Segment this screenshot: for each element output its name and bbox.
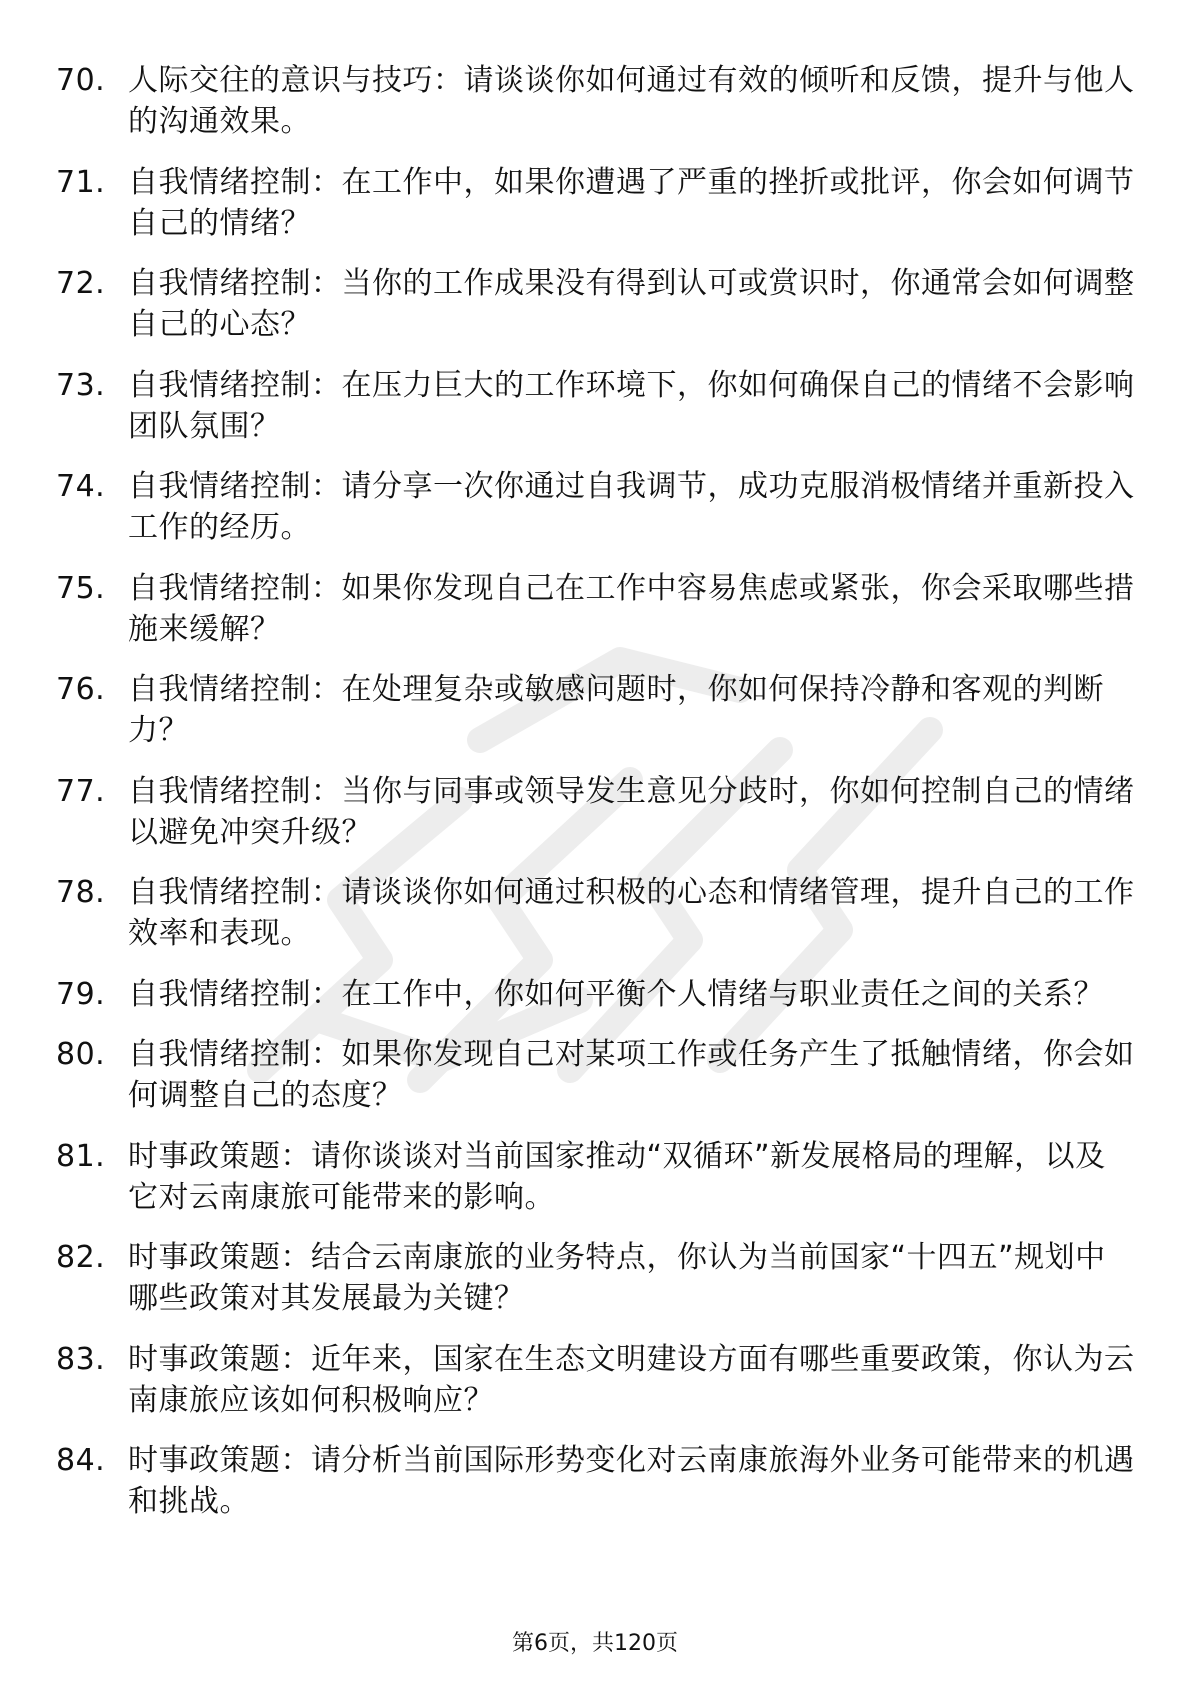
question-item	[56, 1440, 1136, 1522]
question-text: 自我情绪控制：在处理复杂或敏感问题时，你如何保持冷静和客观的判断力？	[128, 672, 1104, 748]
question-number: 76.	[56, 672, 106, 707]
question-number: 78.	[56, 875, 106, 910]
question-text: 时事政策题：近年来，国家在生态文明建设方面有哪些重要政策，你认为云南康旅应该如何积极响应？	[128, 1341, 1135, 1418]
question-number: 75.	[56, 570, 106, 606]
question-number: 83.	[56, 1341, 106, 1377]
question-item	[56, 1136, 1136, 1218]
question-number: 71.	[56, 164, 106, 200]
question-number: 73.	[56, 367, 106, 403]
question-text: 时事政策题：请你谈谈对当前国家推动“双循环”新发展格局的理解，以及它对云南康旅可能带来的影响。	[128, 1138, 1106, 1215]
question-item	[56, 1339, 1136, 1421]
question-item	[56, 60, 1136, 142]
question-item	[56, 162, 1136, 244]
question-item	[56, 974, 1136, 1015]
question-item	[56, 466, 1136, 548]
question-text: 自我情绪控制：请分享一次你通过自我调节，成功克服消极情绪并重新投入工作的经历。	[128, 469, 1135, 545]
question-number: 82.	[56, 1240, 106, 1275]
question-text: 自我情绪控制：请谈谈你如何通过积极的心态和情绪管理，提升自己的工作效率和表现。	[128, 875, 1135, 951]
question-text: 自我情绪控制：如果你发现自己对某项工作或任务产生了抵触情绪，你会如何调整自己的态度？	[128, 1037, 1135, 1113]
question-number: 77.	[56, 773, 106, 809]
question-number: 81.	[56, 1138, 106, 1174]
question-item	[56, 1034, 1136, 1116]
question-text: 自我情绪控制：在压力巨大的工作环境下，你如何确保自己的情绪不会影响团队氛围？	[128, 367, 1135, 444]
question-number: 80.	[56, 1037, 106, 1072]
question-item	[56, 669, 1136, 751]
question-text: 自我情绪控制：在工作中，如果你遭遇了严重的挫折或批评，你会如何调节自己的情绪？	[128, 164, 1135, 241]
question-text: 人际交往的意识与技巧：请谈谈你如何通过有效的倾听和反馈，提升与他人的沟通效果。	[128, 63, 1135, 139]
question-list	[56, 60, 1136, 1542]
question-item	[56, 263, 1136, 345]
question-number: 79.	[56, 976, 106, 1012]
question-item	[56, 872, 1136, 954]
question-text: 自我情绪控制：当你的工作成果没有得到认可或赏识时，你通常会如何调整自己的心态？	[128, 266, 1135, 342]
question-text: 自我情绪控制：当你与同事或领导发生意见分歧时，你如何控制自己的情绪以避免冲突升级？	[128, 773, 1135, 850]
question-number: 74.	[56, 469, 106, 504]
page-footer: 第6页，共120页	[512, 1631, 678, 1656]
question-text: 时事政策题：结合云南康旅的业务特点，你认为当前国家“十四五”规划中哪些政策对其发展最为关键？	[128, 1240, 1106, 1316]
question-number: 72.	[56, 266, 106, 301]
question-item	[56, 568, 1136, 650]
question-item	[56, 1237, 1136, 1319]
question-text: 自我情绪控制：在工作中，你如何平衡个人情绪与职业责任之间的关系？	[128, 976, 1104, 1012]
question-item	[56, 771, 1136, 853]
question-item	[56, 365, 1136, 447]
question-text: 时事政策题：请分析当前国际形势变化对云南康旅海外业务可能带来的机遇和挑战。	[128, 1443, 1135, 1519]
question-text: 自我情绪控制：如果你发现自己在工作中容易焦虑或紧张，你会采取哪些措施来缓解？	[128, 570, 1135, 647]
question-number: 70.	[56, 63, 106, 98]
question-number: 84.	[56, 1443, 106, 1478]
